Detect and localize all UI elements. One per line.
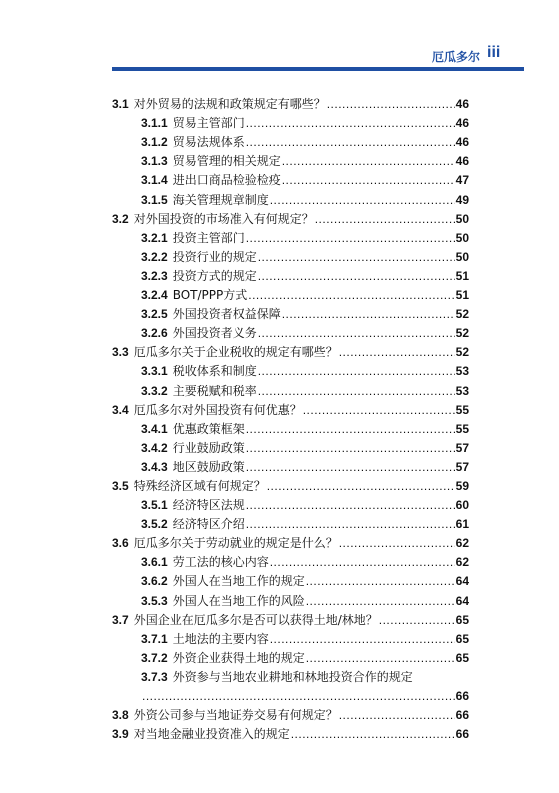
toc-entry[interactable] bbox=[112, 401, 469, 420]
toc-entry-line bbox=[112, 668, 469, 687]
toc-entry-title: 厄瓜多尔关于劳动就业的规定是什么？ bbox=[133, 536, 338, 551]
toc-entry-number: 3.6.2 bbox=[141, 574, 168, 589]
toc-entry-number: 3.1.2 bbox=[141, 135, 168, 150]
toc-entry-title: 经济特区法规 bbox=[172, 498, 245, 513]
toc-entry-page: 52 bbox=[455, 307, 469, 322]
toc-dot-leader bbox=[258, 324, 455, 343]
toc-dot-leader bbox=[246, 515, 455, 534]
toc-entry-number: 3.7 bbox=[112, 612, 129, 627]
toc-dot-leader bbox=[291, 725, 455, 744]
toc-entry-page: 50 bbox=[455, 249, 469, 264]
toc-entry-page: 46 bbox=[455, 154, 469, 169]
toc-entry-title: BOT/PPP方式 bbox=[172, 288, 248, 303]
toc-entry-page: 46 bbox=[455, 116, 469, 131]
toc-dot-leader bbox=[270, 191, 455, 210]
toc-entry-title: 外资公司参与当地证券交易有何规定？ bbox=[133, 708, 338, 723]
toc-entry-title: 地区鼓励政策 bbox=[172, 459, 245, 474]
toc-entry-number: 3.2.1 bbox=[141, 230, 168, 245]
toc-entry-page: 53 bbox=[455, 383, 469, 398]
toc-entry-page: 49 bbox=[455, 192, 469, 207]
toc-entry-page: 65 bbox=[455, 631, 469, 646]
toc-entry-title: 贸易管理的相关规定 bbox=[172, 154, 281, 169]
toc-entry-number: 3.5.2 bbox=[141, 517, 168, 532]
toc-entry-number: 3.1.1 bbox=[141, 116, 168, 131]
toc-entry[interactable] bbox=[112, 343, 469, 362]
toc-dot-leader bbox=[246, 133, 455, 152]
toc-dot-leader bbox=[270, 553, 455, 572]
toc-dot-leader bbox=[267, 477, 455, 496]
toc-entry-number: 3.7.3 bbox=[141, 669, 168, 684]
toc-entry-title: 外国企业在厄瓜多尔是否可以获得土地/林地？ bbox=[133, 612, 378, 627]
toc-entry-line bbox=[112, 687, 469, 706]
toc-entry-title: 投资方式的规定 bbox=[172, 268, 257, 283]
toc-entry-number: 3.1.5 bbox=[141, 192, 168, 207]
toc-entry-number: 3.4.3 bbox=[141, 459, 168, 474]
toc-entry-number: 3.5.3 bbox=[141, 593, 168, 608]
toc-entry-page: 57 bbox=[455, 459, 469, 474]
toc-entry-title: 外国人在当地工作的规定 bbox=[172, 574, 305, 589]
toc-entry-title: 海关管理规章制度 bbox=[172, 192, 269, 207]
toc-entry-title: 特殊经济区域有何规定？ bbox=[133, 478, 266, 493]
toc-entry-page: 50 bbox=[455, 230, 469, 245]
toc-entry-title: 对外贸易的法规和政策规定有哪些？ bbox=[133, 97, 326, 112]
toc-entry[interactable] bbox=[112, 248, 469, 267]
toc-entry-page: 52 bbox=[455, 345, 469, 360]
toc-dot-leader bbox=[246, 439, 455, 458]
toc-entry[interactable] bbox=[112, 591, 469, 610]
toc-entry-page: 66 bbox=[455, 727, 469, 742]
toc-entry[interactable] bbox=[112, 286, 469, 305]
toc-dot-leader bbox=[246, 420, 455, 439]
toc-entry[interactable] bbox=[112, 381, 469, 400]
toc-entry-number: 3.3.1 bbox=[141, 364, 168, 379]
table-of-contents bbox=[112, 95, 469, 744]
running-header-title: 厄瓜多尔 bbox=[431, 50, 480, 64]
toc-entry-page: 55 bbox=[455, 421, 469, 436]
toc-dot-leader bbox=[246, 458, 455, 477]
toc-entry-title: 投资行业的规定 bbox=[172, 249, 257, 264]
toc-entry[interactable] bbox=[112, 420, 469, 439]
toc-entry-page: 66 bbox=[455, 708, 469, 723]
toc-entry-title: 经济特区介绍 bbox=[172, 517, 245, 532]
toc-dot-leader bbox=[246, 114, 455, 133]
toc-entry-title: 厄瓜多尔关于企业税收的规定有哪些？ bbox=[133, 345, 338, 360]
toc-entry[interactable] bbox=[112, 95, 469, 114]
toc-entry-title: 投资主管部门 bbox=[172, 230, 245, 245]
toc-entry[interactable] bbox=[112, 630, 469, 649]
toc-entry[interactable] bbox=[112, 496, 469, 515]
toc-dot-leader bbox=[142, 687, 455, 706]
toc-entry-title: 外国投资者义务 bbox=[172, 326, 257, 341]
toc-entry[interactable] bbox=[112, 114, 469, 133]
toc-entry-page: 53 bbox=[455, 364, 469, 379]
toc-entry-number: 3.2.5 bbox=[141, 307, 168, 322]
toc-entry[interactable] bbox=[112, 229, 469, 248]
toc-entry-number: 3.6 bbox=[112, 536, 129, 551]
toc-entry-page: 50 bbox=[455, 211, 469, 226]
toc-entry[interactable] bbox=[112, 668, 469, 706]
toc-entry-title: 外国人在当地工作的风险 bbox=[172, 593, 305, 608]
toc-entry-title: 贸易主管部门 bbox=[172, 116, 245, 131]
page-number: iii bbox=[487, 44, 501, 61]
toc-entry-title: 对当地金融业投资准入的规定 bbox=[133, 727, 290, 742]
toc-entry-number: 3.2.2 bbox=[141, 249, 168, 264]
toc-dot-leader bbox=[258, 248, 455, 267]
toc-entry-title: 进出口商品检验检疫 bbox=[172, 173, 281, 188]
toc-entry[interactable] bbox=[112, 171, 469, 190]
toc-entry[interactable] bbox=[112, 305, 469, 324]
toc-dot-leader bbox=[258, 382, 455, 401]
toc-dot-leader bbox=[339, 343, 455, 362]
toc-entry-number: 3.4 bbox=[112, 402, 129, 417]
toc-entry-page: 47 bbox=[455, 173, 469, 188]
toc-entry-page: 62 bbox=[455, 536, 469, 551]
toc-entry-number: 3.1.3 bbox=[141, 154, 168, 169]
toc-entry-page: 55 bbox=[455, 402, 469, 417]
toc-entry-title: 劳工法的核心内容 bbox=[172, 555, 269, 570]
toc-entry[interactable] bbox=[112, 572, 469, 591]
toc-entry-title: 外国投资者权益保障 bbox=[172, 307, 281, 322]
toc-entry-title: 外资企业获得土地的规定 bbox=[172, 650, 305, 665]
toc-entry[interactable] bbox=[112, 190, 469, 209]
toc-entry-number: 3.6.1 bbox=[141, 555, 168, 570]
toc-entry-number: 3.1.4 bbox=[141, 173, 168, 188]
toc-entry[interactable] bbox=[112, 210, 469, 229]
toc-entry-title: 行业鼓励政策 bbox=[172, 440, 245, 455]
toc-entry[interactable] bbox=[112, 362, 469, 381]
toc-dot-leader bbox=[246, 496, 455, 515]
toc-entry[interactable] bbox=[112, 324, 469, 343]
toc-dot-leader bbox=[248, 286, 454, 305]
toc-entry[interactable] bbox=[112, 611, 469, 630]
toc-entry-title: 贸易法规体系 bbox=[172, 135, 245, 150]
toc-entry-page: 64 bbox=[455, 593, 469, 608]
toc-entry-page: 65 bbox=[455, 612, 469, 627]
toc-entry[interactable] bbox=[112, 534, 469, 553]
toc-entry-number: 3.9 bbox=[112, 727, 129, 742]
toc-entry-number: 3.5.1 bbox=[141, 498, 168, 513]
toc-entry-page: 51 bbox=[455, 288, 469, 303]
toc-entry-number: 3.5 bbox=[112, 478, 129, 493]
toc-dot-leader bbox=[282, 305, 455, 324]
header-rule bbox=[112, 67, 524, 71]
toc-entry-title: 主要税赋和税率 bbox=[172, 383, 257, 398]
toc-dot-leader bbox=[315, 210, 455, 229]
toc-entry-number: 3.7.2 bbox=[141, 650, 168, 665]
toc-entry-number: 3.4.1 bbox=[141, 421, 168, 436]
toc-entry-number: 3.2 bbox=[112, 211, 129, 226]
toc-dot-leader bbox=[270, 630, 455, 649]
toc-entry-number: 3.4.2 bbox=[141, 440, 168, 455]
toc-entry-page: 59 bbox=[455, 478, 469, 493]
toc-entry[interactable] bbox=[112, 649, 469, 668]
toc-dot-leader bbox=[258, 267, 455, 286]
toc-entry[interactable] bbox=[112, 725, 469, 744]
toc-entry[interactable] bbox=[112, 439, 469, 458]
toc-entry-number: 3.2.6 bbox=[141, 326, 168, 341]
toc-entry[interactable] bbox=[112, 152, 469, 171]
toc-entry-page: 66 bbox=[455, 688, 469, 703]
toc-dot-leader bbox=[306, 592, 455, 611]
toc-entry[interactable] bbox=[112, 477, 469, 496]
toc-dot-leader bbox=[379, 611, 455, 630]
toc-entry-page: 57 bbox=[455, 440, 469, 455]
toc-entry-title: 土地法的主要内容 bbox=[172, 631, 269, 646]
toc-entry-title: 对外国投资的市场准入有何规定？ bbox=[133, 211, 314, 226]
toc-dot-leader bbox=[282, 171, 455, 190]
toc-entry-page: 46 bbox=[455, 135, 469, 150]
toc-entry-number: 3.1 bbox=[112, 97, 129, 112]
toc-entry-title: 优惠政策框架 bbox=[172, 421, 245, 436]
toc-entry-page: 65 bbox=[455, 650, 469, 665]
toc-entry-page: 61 bbox=[455, 517, 469, 532]
toc-entry-page: 51 bbox=[455, 268, 469, 283]
toc-entry[interactable] bbox=[112, 515, 469, 534]
toc-entry-title: 外资参与当地农业耕地和林地投资合作的规定 bbox=[172, 669, 413, 684]
toc-dot-leader bbox=[258, 362, 455, 381]
toc-entry-number: 3.2.4 bbox=[141, 288, 168, 303]
toc-entry-number: 3.8 bbox=[112, 708, 129, 723]
toc-entry-page: 62 bbox=[455, 555, 469, 570]
toc-entry-page: 52 bbox=[455, 326, 469, 341]
toc-entry-page: 64 bbox=[455, 574, 469, 589]
toc-dot-leader bbox=[303, 401, 455, 420]
toc-entry-number: 3.2.3 bbox=[141, 268, 168, 283]
toc-entry[interactable] bbox=[112, 706, 469, 725]
toc-dot-leader bbox=[327, 95, 455, 114]
toc-entry-page: 60 bbox=[455, 498, 469, 513]
toc-entry[interactable] bbox=[112, 553, 469, 572]
toc-entry-page: 46 bbox=[455, 97, 469, 112]
toc-dot-leader bbox=[339, 706, 455, 725]
toc-entry-title: 税收体系和制度 bbox=[172, 364, 257, 379]
toc-dot-leader bbox=[306, 649, 455, 668]
toc-entry-number: 3.3 bbox=[112, 345, 129, 360]
toc-dot-leader bbox=[282, 152, 455, 171]
toc-entry[interactable] bbox=[112, 133, 469, 152]
toc-entry[interactable] bbox=[112, 267, 469, 286]
toc-entry[interactable] bbox=[112, 458, 469, 477]
toc-dot-leader bbox=[246, 229, 455, 248]
toc-dot-leader bbox=[339, 534, 455, 553]
toc-entry-number: 3.3.2 bbox=[141, 383, 168, 398]
toc-entry-number: 3.7.1 bbox=[141, 631, 168, 646]
toc-entry-title: 厄瓜多尔对外国投资有何优惠？ bbox=[133, 402, 302, 417]
toc-dot-leader bbox=[306, 572, 455, 591]
